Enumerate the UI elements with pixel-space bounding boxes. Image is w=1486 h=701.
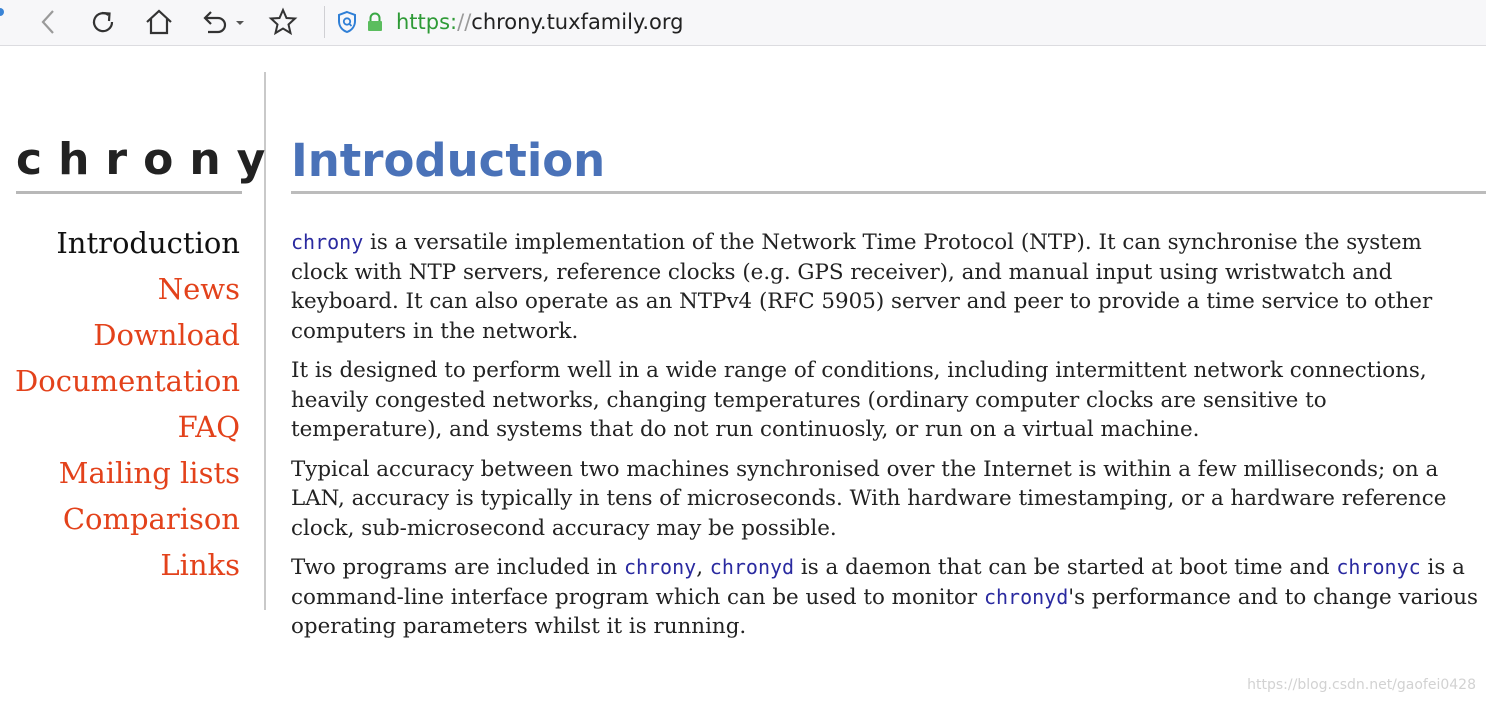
article-body <box>291 228 1481 652</box>
url-slashes: // <box>457 10 472 34</box>
sidebar <box>0 72 282 610</box>
status-dot-icon <box>0 8 4 16</box>
paragraph-accuracy: Typical accuracy between two machines synchronised over the Internet is within a few milliseconds; on a LAN, accuracy is typically in tens of microseconds. With hardware timestamping, or a hardware reference clock, sub-microsecond accuracy may be possible. <box>291 456 1447 541</box>
code-chronyc: chronyc <box>1336 555 1421 579</box>
nav-item-news[interactable]: News <box>157 272 240 306</box>
programs-text-5: 's performance and to change various operating parameters whilst it is running. <box>291 584 1479 639</box>
url-text[interactable] <box>396 10 684 34</box>
toolbar-separator <box>324 6 325 38</box>
nav-item-faq[interactable]: FAQ <box>177 410 240 444</box>
programs-text-2: , <box>696 555 710 580</box>
home-icon[interactable] <box>142 5 176 39</box>
back-icon[interactable] <box>32 5 66 39</box>
nav-item-download[interactable]: Download <box>93 318 240 352</box>
programs-text-3: is a daemon that can be started at boot time and <box>794 555 1337 580</box>
nav-item-comparison[interactable]: Comparison <box>62 502 240 536</box>
lock-icon[interactable] <box>366 11 384 33</box>
star-icon[interactable] <box>266 5 300 39</box>
nav-item-mailing-lists[interactable]: Mailing lists <box>58 456 240 490</box>
paragraph-conditions: It is designed to perform well in a wide range of conditions, including intermittent network connections, heavily congested networks, changing temperatures (ordinary computer clocks are sensitive to temperature), and systems that do not run continuosly, or run on a virtual machine. <box>291 358 1427 442</box>
reload-icon[interactable] <box>86 5 120 39</box>
paragraph-programs <box>291 553 1481 642</box>
code-chronyd: chronyd <box>983 584 1069 609</box>
code-chrony: chrony <box>291 230 364 254</box>
nav-item-introduction[interactable]: Introduction <box>56 226 240 260</box>
page-title: Introduction <box>291 130 1486 194</box>
nav-item-links[interactable]: Links <box>160 548 240 582</box>
shield-icon[interactable] <box>336 10 358 34</box>
address-bar[interactable] <box>336 5 684 39</box>
code-chronyd: chronyd <box>709 555 795 579</box>
programs-text-4: is a command-line interface program which can be used to monitor <box>291 555 1465 610</box>
paragraph-intro <box>291 228 1481 346</box>
site-nav <box>15 220 240 588</box>
paragraph-intro-text: is a versatile implementation of the Network Time Protocol (NTP). It can synchronise the system clock with NTP servers, reference clocks (e.g. GPS receiver), and manual input using wristwatch and keyboard. It can also operate as an NTPv4 (RFC 5905) server and peer to provide a time service to other computers in the network. <box>291 230 1433 344</box>
programs-text-1: Two programs are included in <box>291 555 624 580</box>
url-host: chrony.tuxfamily.org <box>471 10 684 34</box>
undo-icon[interactable] <box>196 5 250 39</box>
nav-item-documentation[interactable]: Documentation <box>15 364 240 398</box>
browser-toolbar <box>0 0 1486 46</box>
url-scheme: https: <box>396 10 458 34</box>
site-logo: chrony <box>16 138 242 194</box>
code-chrony: chrony <box>623 555 697 579</box>
watermark: https://blog.csdn.net/gaofei0428 <box>1247 677 1476 693</box>
